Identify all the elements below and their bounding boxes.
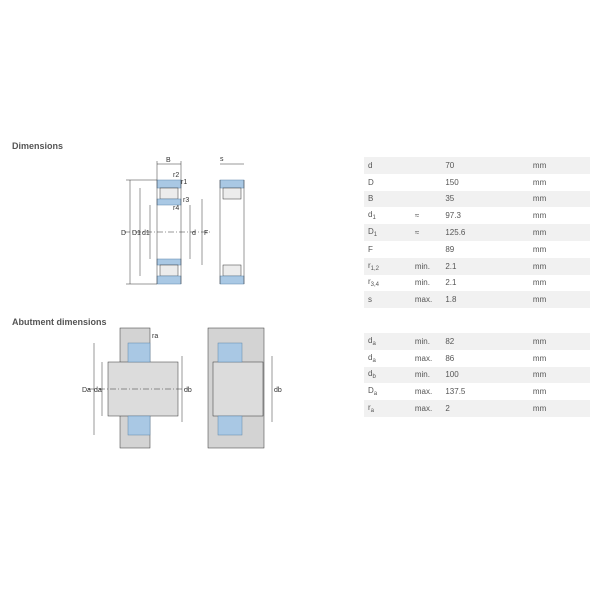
unit-cell: mm	[529, 258, 590, 275]
qualifier-cell	[411, 191, 442, 208]
value-cell: 70	[441, 157, 529, 174]
symbol-cell: F	[368, 244, 373, 254]
symbol-cell: $r_{1,2}$	[364, 258, 411, 275]
abutment-dimensions-table	[364, 333, 590, 417]
outer-ring-bottom	[157, 276, 181, 284]
unit-cell: mm	[529, 333, 590, 350]
bearing-cross-section-drawing	[110, 155, 280, 295]
symbol-cell: $d_b$	[364, 367, 411, 384]
label-db-right: db	[274, 387, 282, 394]
value-cell: 35	[441, 191, 529, 208]
shaft-right	[213, 362, 263, 416]
unit-cell: mm	[529, 291, 590, 308]
symbol-cell: $d_a$	[364, 333, 411, 350]
abutment-row	[364, 350, 590, 367]
label-da: da	[94, 387, 102, 394]
label-d1: d1	[142, 230, 150, 237]
outer-ring-side-bottom	[220, 276, 244, 284]
label-r3: r3	[183, 197, 190, 204]
dimension-row	[364, 174, 590, 191]
symbol-cell: s	[364, 291, 411, 308]
value-cell: 125.6	[441, 224, 529, 241]
dimension-row	[364, 157, 590, 174]
abutment-row	[364, 367, 590, 384]
value-cell: 86	[445, 353, 455, 363]
dimension-row	[364, 258, 590, 275]
unit-cell: mm	[529, 157, 590, 174]
dimension-row	[364, 191, 590, 208]
qualifier-cell: max.	[414, 387, 433, 397]
label-r2: r2	[173, 172, 180, 179]
value-cell: 100	[441, 367, 529, 384]
qualifier-cell: max.	[411, 291, 442, 308]
qualifier-cell	[411, 174, 442, 191]
label-D1: D1	[132, 230, 141, 237]
label-Da: Da	[82, 387, 91, 394]
abutment-row	[364, 400, 590, 417]
unit-cell: mm	[532, 387, 547, 397]
symbol-cell: d	[364, 157, 411, 174]
symbol-cell: B	[364, 191, 411, 208]
value-cell: 82	[441, 333, 529, 350]
qualifier-cell: max.	[411, 400, 442, 417]
value-cell: 2	[441, 400, 529, 417]
bearing-top-left	[128, 343, 150, 362]
symbol-cell: $d_a$	[368, 352, 376, 364]
label-s: s	[220, 156, 224, 163]
unit-cell: mm	[532, 211, 547, 221]
unit-cell: mm	[532, 177, 547, 187]
qualifier-cell: min.	[414, 278, 430, 288]
bearing-top-right	[218, 343, 242, 362]
unit-cell: mm	[532, 244, 547, 254]
qualifier-cell: ≈	[414, 211, 420, 221]
outer-ring-side-top	[220, 180, 244, 188]
qualifier-cell	[411, 157, 442, 174]
symbol-cell: D	[368, 177, 374, 187]
dimensions-table	[364, 157, 590, 308]
label-D: D	[121, 230, 127, 237]
roller-bottom	[160, 265, 178, 276]
unit-cell: mm	[529, 224, 590, 241]
symbol-cell: $D_a$	[368, 386, 378, 398]
qualifier-cell: min.	[411, 367, 442, 384]
dimension-row	[364, 224, 590, 241]
qualifier-cell: ≈	[411, 224, 442, 241]
bearing-bottom-right	[218, 416, 242, 435]
dimensions-title: Dimensions	[12, 141, 64, 151]
unit-cell: mm	[529, 367, 590, 384]
symbol-cell: $r_a$	[364, 400, 411, 417]
roller-side-top	[223, 188, 241, 199]
bearing-bottom-left	[128, 416, 150, 435]
unit-cell: mm	[532, 353, 547, 363]
unit-cell: mm	[532, 278, 547, 288]
label-ra: ra	[152, 333, 159, 340]
value-cell: 2.1	[445, 278, 457, 288]
dimension-row	[364, 207, 590, 224]
symbol-cell: $d_1$	[368, 210, 376, 222]
unit-cell: mm	[529, 400, 590, 417]
value-cell: 1.8	[441, 291, 529, 308]
qualifier-cell: min.	[411, 258, 442, 275]
label-F: F	[204, 230, 209, 237]
label-d: d	[192, 230, 196, 237]
outer-ring-top	[157, 180, 181, 188]
label-B: B	[166, 157, 171, 164]
abutment-dimensions-title: Abutment dimensions	[12, 317, 107, 327]
abutment-drawing	[78, 326, 288, 456]
value-cell: 2.1	[441, 258, 529, 275]
abutment-row	[364, 383, 590, 400]
symbol-cell: $D_1$	[364, 224, 411, 241]
dimension-row	[364, 291, 590, 308]
value-cell: 89	[445, 244, 455, 254]
value-cell: 97.3	[445, 211, 461, 221]
dimension-row	[364, 241, 590, 258]
value-cell: 150	[445, 177, 459, 187]
qualifier-cell: min.	[411, 333, 442, 350]
label-r4: r4	[173, 205, 180, 212]
value-cell: 137.5	[445, 387, 466, 397]
symbol-cell: $r_{3,4}$	[368, 277, 380, 289]
qualifier-cell	[411, 241, 442, 258]
roller-side-bottom	[223, 265, 241, 276]
dimension-row	[364, 275, 590, 292]
roller-top	[160, 188, 178, 199]
label-r1: r1	[181, 179, 188, 186]
abutment-row	[364, 333, 590, 350]
label-db-left: db	[184, 387, 192, 394]
unit-cell: mm	[529, 191, 590, 208]
inner-ring-bottom	[157, 259, 181, 265]
qualifier-cell: max.	[414, 353, 433, 363]
